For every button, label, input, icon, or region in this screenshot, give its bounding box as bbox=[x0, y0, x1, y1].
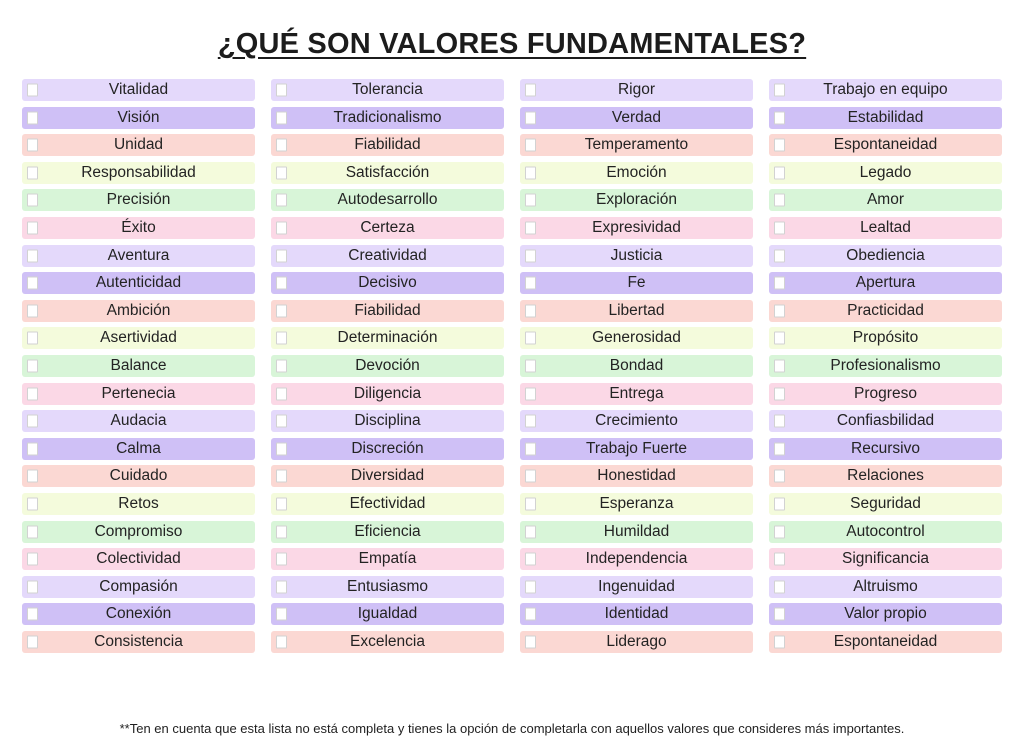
value-item[interactable] bbox=[271, 631, 504, 653]
value-label: Temperamento bbox=[584, 136, 689, 154]
value-item[interactable] bbox=[769, 465, 1002, 487]
value-item[interactable] bbox=[22, 576, 255, 598]
value-label: Confiasbilidad bbox=[836, 412, 935, 430]
value-item[interactable] bbox=[22, 521, 255, 543]
checkbox-icon[interactable] bbox=[27, 608, 38, 621]
value-label: Valor propio bbox=[844, 605, 927, 623]
value-label: Liderago bbox=[606, 632, 667, 650]
checkbox-icon[interactable] bbox=[525, 304, 536, 317]
value-item[interactable] bbox=[22, 107, 255, 129]
value-label: Ambición bbox=[106, 301, 171, 319]
checkbox-icon[interactable] bbox=[525, 415, 536, 428]
value-label: Expresividad bbox=[592, 218, 681, 236]
checkbox-icon[interactable] bbox=[276, 194, 287, 207]
value-label: Seguridad bbox=[850, 494, 921, 512]
value-item[interactable] bbox=[769, 521, 1002, 543]
value-item[interactable] bbox=[520, 548, 753, 570]
checkbox-icon[interactable] bbox=[276, 332, 287, 345]
value-label: Profesionalismo bbox=[830, 356, 941, 374]
value-label: Esperanza bbox=[599, 494, 674, 512]
value-label: Vitalidad bbox=[108, 81, 169, 98]
value-label: Exploración bbox=[596, 191, 677, 209]
value-label: Trabajo en equipo bbox=[823, 81, 948, 98]
value-label: Empatía bbox=[358, 550, 417, 568]
value-item[interactable] bbox=[769, 162, 1002, 184]
value-item[interactable] bbox=[22, 134, 255, 156]
value-item[interactable] bbox=[769, 327, 1002, 349]
value-item[interactable] bbox=[520, 438, 753, 460]
checkbox-icon[interactable] bbox=[774, 442, 785, 455]
checkbox-icon[interactable] bbox=[774, 111, 785, 124]
checkbox-icon[interactable] bbox=[276, 221, 287, 234]
footnote: **Ten en cuenta que esta lista no está completa y tienes la opción de completarla con aquellos valores que consideres más importantes. bbox=[119, 721, 905, 736]
value-label: Rigor bbox=[617, 81, 656, 98]
value-label: Igualdad bbox=[357, 605, 418, 623]
page-title: ¿QUÉ SON VALORES FUNDAMENTALES? bbox=[217, 28, 807, 60]
value-item[interactable] bbox=[22, 272, 255, 294]
checkbox-icon[interactable] bbox=[27, 635, 38, 648]
value-item[interactable] bbox=[769, 603, 1002, 625]
value-label: Entusiasmo bbox=[347, 577, 428, 595]
value-item[interactable] bbox=[271, 107, 504, 129]
value-label: Generosidad bbox=[592, 329, 681, 347]
checkbox-icon[interactable] bbox=[774, 304, 785, 317]
checkbox-icon[interactable] bbox=[27, 553, 38, 566]
checkbox-icon[interactable] bbox=[276, 387, 287, 400]
value-label: Amor bbox=[866, 191, 905, 209]
value-item[interactable] bbox=[769, 438, 1002, 460]
checkbox-icon[interactable] bbox=[27, 470, 38, 483]
checkbox-icon[interactable] bbox=[276, 525, 287, 538]
value-label: Efectividad bbox=[349, 494, 426, 512]
value-label: Consistencia bbox=[94, 632, 183, 650]
checkbox-icon[interactable] bbox=[276, 415, 287, 428]
checkbox-icon[interactable] bbox=[27, 332, 38, 345]
checkbox-icon[interactable] bbox=[27, 497, 38, 510]
value-label: Altruismo bbox=[853, 577, 918, 595]
value-label: Significancia bbox=[841, 550, 930, 568]
checkbox-icon[interactable] bbox=[27, 580, 38, 593]
value-item[interactable] bbox=[22, 300, 255, 322]
value-item[interactable] bbox=[271, 272, 504, 294]
value-label: Compromiso bbox=[94, 522, 183, 540]
value-label: Fiabilidad bbox=[354, 136, 421, 154]
value-label: Unidad bbox=[113, 136, 164, 154]
value-label: Recursivo bbox=[851, 439, 920, 457]
value-label: Calma bbox=[116, 439, 161, 457]
checkbox-icon[interactable] bbox=[774, 139, 785, 152]
checkbox-icon[interactable] bbox=[276, 470, 287, 483]
checkbox-icon[interactable] bbox=[276, 497, 287, 510]
value-item[interactable] bbox=[22, 355, 255, 377]
value-item[interactable] bbox=[769, 189, 1002, 211]
value-item[interactable] bbox=[520, 383, 753, 405]
checkbox-icon[interactable] bbox=[774, 359, 785, 372]
checkbox-icon[interactable] bbox=[774, 249, 785, 262]
value-label: Ingenuidad bbox=[598, 577, 675, 595]
value-label: Verdad bbox=[611, 108, 662, 126]
checkbox-icon[interactable] bbox=[774, 497, 785, 510]
value-item[interactable] bbox=[520, 327, 753, 349]
checkbox-icon[interactable] bbox=[27, 277, 38, 290]
value-label: Espontaneidad bbox=[833, 632, 938, 650]
checkbox-icon[interactable] bbox=[27, 387, 38, 400]
checkbox-icon[interactable] bbox=[525, 525, 536, 538]
value-item[interactable] bbox=[520, 410, 753, 432]
value-item[interactable] bbox=[769, 245, 1002, 267]
checkbox-icon[interactable] bbox=[774, 166, 785, 179]
checkbox-icon[interactable] bbox=[27, 221, 38, 234]
value-label: Autocontrol bbox=[846, 522, 925, 540]
checkbox-icon[interactable] bbox=[276, 359, 287, 372]
value-item[interactable] bbox=[271, 327, 504, 349]
value-item[interactable] bbox=[769, 134, 1002, 156]
value-item[interactable] bbox=[271, 217, 504, 239]
checkbox-icon[interactable] bbox=[27, 166, 38, 179]
checkbox-icon[interactable] bbox=[774, 194, 785, 207]
checkbox-icon[interactable] bbox=[525, 194, 536, 207]
checkbox-icon[interactable] bbox=[525, 277, 536, 290]
value-item[interactable] bbox=[520, 189, 753, 211]
value-item[interactable] bbox=[22, 217, 255, 239]
checkbox-icon[interactable] bbox=[774, 553, 785, 566]
value-label: Autenticidad bbox=[95, 274, 182, 292]
value-item[interactable] bbox=[22, 383, 255, 405]
value-item[interactable] bbox=[271, 548, 504, 570]
checkbox-icon[interactable] bbox=[774, 608, 785, 621]
value-label: Disciplina bbox=[354, 412, 421, 430]
checkbox-icon[interactable] bbox=[525, 387, 536, 400]
checkbox-icon[interactable] bbox=[525, 497, 536, 510]
checkbox-icon[interactable] bbox=[525, 580, 536, 593]
value-label: Apertura bbox=[855, 274, 916, 292]
checkbox-icon[interactable] bbox=[525, 249, 536, 262]
value-label: Progreso bbox=[854, 384, 917, 402]
checkbox-icon[interactable] bbox=[525, 442, 536, 455]
value-label: Excelencia bbox=[350, 632, 425, 650]
value-item[interactable] bbox=[520, 134, 753, 156]
checkbox-icon[interactable] bbox=[774, 387, 785, 400]
value-item[interactable] bbox=[769, 631, 1002, 653]
value-item[interactable] bbox=[271, 162, 504, 184]
checkbox-icon[interactable] bbox=[276, 304, 287, 317]
value-label: Balance bbox=[110, 356, 167, 374]
value-label: Decisivo bbox=[358, 274, 417, 292]
checkbox-icon[interactable] bbox=[774, 580, 785, 593]
checkbox-icon[interactable] bbox=[27, 249, 38, 262]
value-item[interactable] bbox=[22, 465, 255, 487]
value-label: Certeza bbox=[360, 218, 415, 236]
value-label: Conexión bbox=[105, 605, 172, 623]
value-item[interactable] bbox=[520, 272, 753, 294]
value-item[interactable] bbox=[520, 217, 753, 239]
checkbox-icon[interactable] bbox=[525, 221, 536, 234]
value-item[interactable] bbox=[520, 631, 753, 653]
value-label: Pertenecia bbox=[101, 384, 176, 402]
value-item[interactable] bbox=[271, 79, 504, 101]
value-label: Bondad bbox=[609, 356, 664, 374]
value-label: Colectividad bbox=[96, 550, 181, 568]
value-label: Devoción bbox=[355, 356, 420, 374]
value-label: Lealtad bbox=[860, 218, 911, 236]
value-item[interactable] bbox=[271, 245, 504, 267]
value-item[interactable] bbox=[22, 548, 255, 570]
value-item[interactable] bbox=[769, 548, 1002, 570]
value-item[interactable] bbox=[520, 245, 753, 267]
value-label: Trabajo Fuerte bbox=[585, 439, 688, 457]
value-label: Espontaneidad bbox=[833, 136, 938, 154]
value-label: Relaciones bbox=[847, 467, 924, 485]
value-label: Identidad bbox=[604, 605, 669, 623]
checkbox-icon[interactable] bbox=[774, 525, 785, 538]
value-label: Éxito bbox=[121, 218, 156, 236]
value-item[interactable] bbox=[22, 493, 255, 515]
value-label: Justicia bbox=[610, 246, 663, 264]
value-item[interactable] bbox=[520, 603, 753, 625]
value-label: Fe bbox=[627, 274, 646, 292]
value-label: Independencia bbox=[585, 550, 688, 568]
value-label: Honestidad bbox=[597, 467, 676, 485]
value-label: Compasión bbox=[99, 577, 178, 595]
checkbox-icon[interactable] bbox=[276, 442, 287, 455]
value-label: Diligencia bbox=[353, 384, 422, 402]
checkbox-icon[interactable] bbox=[525, 359, 536, 372]
checkbox-icon[interactable] bbox=[276, 277, 287, 290]
values-column bbox=[22, 79, 255, 653]
value-item[interactable] bbox=[22, 327, 255, 349]
value-item[interactable] bbox=[271, 383, 504, 405]
value-item[interactable] bbox=[520, 493, 753, 515]
value-item[interactable] bbox=[769, 272, 1002, 294]
value-item[interactable] bbox=[271, 493, 504, 515]
value-label: Libertad bbox=[608, 301, 665, 319]
value-item[interactable] bbox=[769, 217, 1002, 239]
value-label: Discreción bbox=[351, 439, 424, 457]
checkbox-icon[interactable] bbox=[774, 635, 785, 648]
value-item[interactable] bbox=[769, 493, 1002, 515]
checkbox-icon[interactable] bbox=[276, 84, 287, 97]
checkbox-icon[interactable] bbox=[525, 332, 536, 345]
value-label: Creatividad bbox=[348, 246, 427, 264]
value-item[interactable] bbox=[22, 79, 255, 101]
value-label: Emoción bbox=[606, 163, 667, 181]
value-item[interactable] bbox=[520, 521, 753, 543]
value-label: Precisión bbox=[106, 191, 171, 209]
value-item[interactable] bbox=[769, 107, 1002, 129]
value-item[interactable] bbox=[271, 355, 504, 377]
value-label: Autodesarrollo bbox=[337, 191, 438, 209]
value-item[interactable] bbox=[520, 576, 753, 598]
checkbox-icon[interactable] bbox=[27, 139, 38, 152]
value-label: Retos bbox=[118, 494, 159, 512]
value-label: Audacia bbox=[110, 412, 167, 430]
values-columns bbox=[22, 79, 1002, 653]
value-item[interactable] bbox=[520, 355, 753, 377]
value-label: Satisfacción bbox=[345, 163, 430, 181]
checkbox-icon[interactable] bbox=[774, 84, 785, 97]
checkbox-icon[interactable] bbox=[27, 525, 38, 538]
checkbox-icon[interactable] bbox=[774, 221, 785, 234]
checkbox-icon[interactable] bbox=[27, 415, 38, 428]
checkbox-icon[interactable] bbox=[276, 249, 287, 262]
checkbox-icon[interactable] bbox=[525, 635, 536, 648]
value-item[interactable] bbox=[520, 465, 753, 487]
value-label: Estabilidad bbox=[847, 108, 924, 126]
value-item[interactable] bbox=[769, 300, 1002, 322]
value-item[interactable] bbox=[520, 162, 753, 184]
checkbox-icon[interactable] bbox=[774, 277, 785, 290]
values-column bbox=[271, 79, 504, 653]
value-item[interactable] bbox=[22, 162, 255, 184]
checkbox-icon[interactable] bbox=[276, 553, 287, 566]
value-label: Humildad bbox=[603, 522, 670, 540]
checkbox-icon[interactable] bbox=[525, 84, 536, 97]
value-item[interactable] bbox=[769, 79, 1002, 101]
value-label: Aventura bbox=[107, 246, 170, 264]
value-label: Asertividad bbox=[100, 329, 177, 347]
value-label: Cuidado bbox=[109, 467, 168, 485]
checkbox-icon[interactable] bbox=[276, 635, 287, 648]
checkbox-icon[interactable] bbox=[276, 111, 287, 124]
value-label: Entrega bbox=[609, 384, 664, 402]
value-item[interactable] bbox=[520, 300, 753, 322]
value-item[interactable] bbox=[22, 603, 255, 625]
checkbox-icon[interactable] bbox=[276, 580, 287, 593]
checkbox-icon[interactable] bbox=[774, 470, 785, 483]
checkbox-icon[interactable] bbox=[525, 470, 536, 483]
value-item[interactable] bbox=[520, 79, 753, 101]
value-item[interactable] bbox=[520, 107, 753, 129]
value-item[interactable] bbox=[22, 438, 255, 460]
value-item[interactable] bbox=[271, 410, 504, 432]
value-label: Fiabilidad bbox=[354, 301, 421, 319]
checkbox-icon[interactable] bbox=[774, 332, 785, 345]
value-item[interactable] bbox=[271, 189, 504, 211]
checkbox-icon[interactable] bbox=[774, 415, 785, 428]
value-item[interactable] bbox=[271, 603, 504, 625]
value-item[interactable] bbox=[769, 355, 1002, 377]
checkbox-icon[interactable] bbox=[27, 304, 38, 317]
value-label: Visión bbox=[117, 108, 160, 126]
value-label: Crecimiento bbox=[595, 412, 678, 430]
value-item[interactable] bbox=[271, 521, 504, 543]
checkbox-icon[interactable] bbox=[276, 166, 287, 179]
value-label: Propósito bbox=[852, 329, 919, 347]
value-label: Legado bbox=[859, 163, 912, 181]
value-item[interactable] bbox=[22, 631, 255, 653]
values-column bbox=[769, 79, 1002, 653]
values-worksheet bbox=[0, 28, 1024, 752]
checkbox-icon[interactable] bbox=[525, 166, 536, 179]
checkbox-icon[interactable] bbox=[525, 608, 536, 621]
value-item[interactable] bbox=[271, 438, 504, 460]
checkbox-icon[interactable] bbox=[276, 139, 287, 152]
checkbox-icon[interactable] bbox=[276, 608, 287, 621]
value-item[interactable] bbox=[271, 134, 504, 156]
checkbox-icon[interactable] bbox=[27, 84, 38, 97]
value-item[interactable] bbox=[769, 383, 1002, 405]
checkbox-icon[interactable] bbox=[27, 194, 38, 207]
value-item[interactable] bbox=[22, 189, 255, 211]
value-item[interactable] bbox=[769, 410, 1002, 432]
value-label: Tolerancia bbox=[352, 81, 423, 98]
checkbox-icon[interactable] bbox=[27, 359, 38, 372]
value-label: Obediencia bbox=[846, 246, 925, 264]
value-item[interactable] bbox=[22, 410, 255, 432]
checkbox-icon[interactable] bbox=[525, 139, 536, 152]
value-label: Tradicionalismo bbox=[333, 108, 442, 126]
value-item[interactable] bbox=[271, 576, 504, 598]
checkbox-icon[interactable] bbox=[525, 111, 536, 124]
value-label: Responsabilidad bbox=[81, 163, 196, 181]
value-item[interactable] bbox=[271, 465, 504, 487]
value-item[interactable] bbox=[271, 300, 504, 322]
value-item[interactable] bbox=[769, 576, 1002, 598]
checkbox-icon[interactable] bbox=[525, 553, 536, 566]
value-label: Practicidad bbox=[847, 301, 924, 319]
value-label: Eficiencia bbox=[354, 522, 421, 540]
checkbox-icon[interactable] bbox=[27, 111, 38, 124]
checkbox-icon[interactable] bbox=[27, 442, 38, 455]
value-label: Determinación bbox=[337, 329, 438, 347]
values-column bbox=[520, 79, 753, 653]
value-item[interactable] bbox=[22, 245, 255, 267]
value-label: Diversidad bbox=[350, 467, 425, 485]
